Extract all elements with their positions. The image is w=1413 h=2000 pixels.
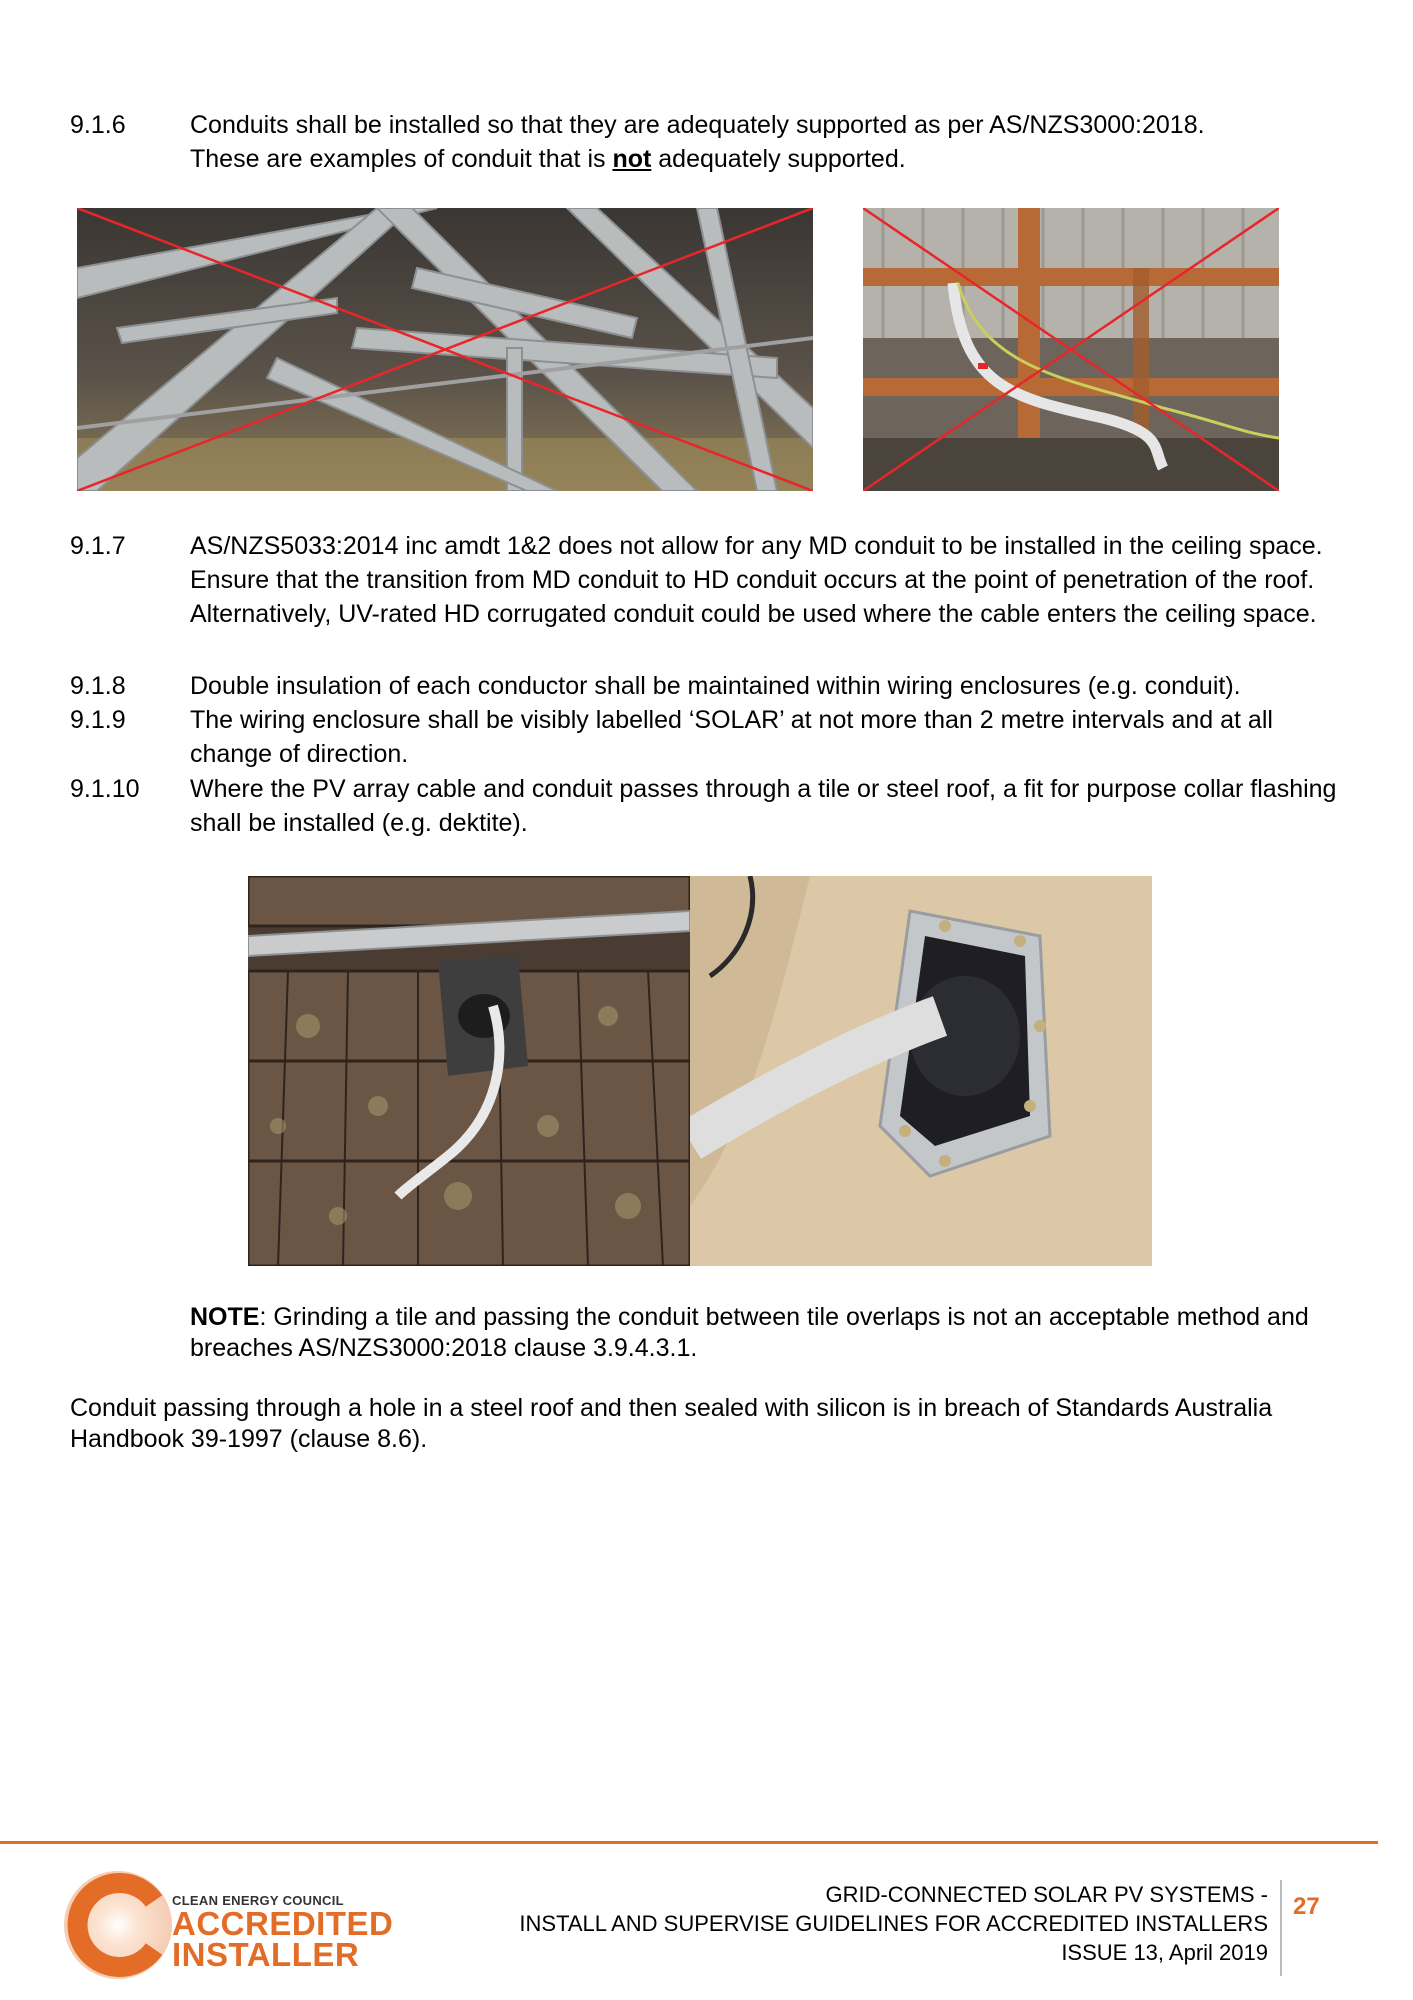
clause-number: 9.1.7 — [70, 532, 126, 560]
emphasis-not: not — [612, 145, 652, 173]
photo-truss-conduit — [77, 208, 813, 491]
clause-text: The wiring enclosure shall be visibly labelled ‘SOLAR’ at not more than 2 metre intervals and at all change of direction. — [190, 706, 1273, 768]
clause-number: 9.1.6 — [70, 111, 126, 139]
footer-separator — [1280, 1880, 1282, 1976]
footer-line-2: INSTALL AND SUPERVISE GUIDELINES FOR ACCREDITED INSTALLERS — [519, 1911, 1268, 1936]
photo-steel-flashing-image — [690, 876, 1152, 1266]
note-text: : Grinding a tile and passing the conduit between tile overlaps is not an acceptable method and breaches AS/NZS3000:2018 clause 3.9.4.3.1. — [190, 1303, 1309, 1362]
text-run: adequately supported. — [651, 145, 906, 173]
clause-text: Double insulation of each conductor shall be maintained within wiring enclosures (e.g. conduit). — [190, 672, 1241, 700]
photo-roof-conduit — [863, 208, 1279, 491]
footer-line-3: ISSUE 13, April 2019 — [1061, 1940, 1268, 1965]
photo-steel-flashing — [690, 876, 1152, 1266]
page-number: 27 — [1293, 1893, 1320, 1920]
closing-paragraph: Conduit passing through a hole in a steel roof and then sealed with silicon is in breach of Standards Australia Handbook 39-1997 (clause 8.6). — [70, 1394, 1273, 1453]
note — [190, 1302, 1360, 1364]
photo-truss-conduit-image — [77, 208, 813, 491]
logo-c-mark — [62, 1868, 182, 1983]
text-run: These are examples of conduit that is — [190, 145, 613, 173]
clause-line — [190, 142, 1360, 176]
footer-rule — [0, 1841, 1378, 1844]
clause-line: Conduits shall be installed so that they are adequately supported as per AS/NZS3000:2018. — [190, 111, 1205, 139]
logo-word-accredited: ACCREDITED — [172, 1905, 394, 1942]
footer-line-1: GRID-CONNECTED SOLAR PV SYSTEMS - — [825, 1882, 1268, 1907]
photo-tile-flashing — [248, 876, 690, 1266]
clause-number: 9.1.8 — [70, 672, 126, 700]
clause-text: AS/NZS5033:2014 inc amdt 1&2 does not allow for any MD conduit to be installed in the ceiling space. Ensure that the transition from MD conduit to HD conduit occurs at the point of penetration of the roof. Alternatively, UV-rated HD corrugated conduit could be used where the cable enters the ceiling space. — [190, 532, 1323, 628]
clause-number: 9.1.9 — [70, 706, 126, 734]
logo-word-installer: INSTALLER — [172, 1936, 360, 1973]
logo-org-name: CLEAN ENERGY COUNCIL — [172, 1893, 344, 1908]
clause-text — [190, 108, 1360, 176]
clause-number: 9.1.10 — [70, 775, 140, 803]
photo-tile-flashing-image — [248, 876, 690, 1266]
clause-text: Where the PV array cable and conduit passes through a tile or steel roof, a fit for purpose collar flashing shall be installed (e.g. dektite). — [190, 775, 1337, 837]
note-label: NOTE — [190, 1303, 260, 1331]
photo-roof-conduit-image — [863, 208, 1279, 491]
